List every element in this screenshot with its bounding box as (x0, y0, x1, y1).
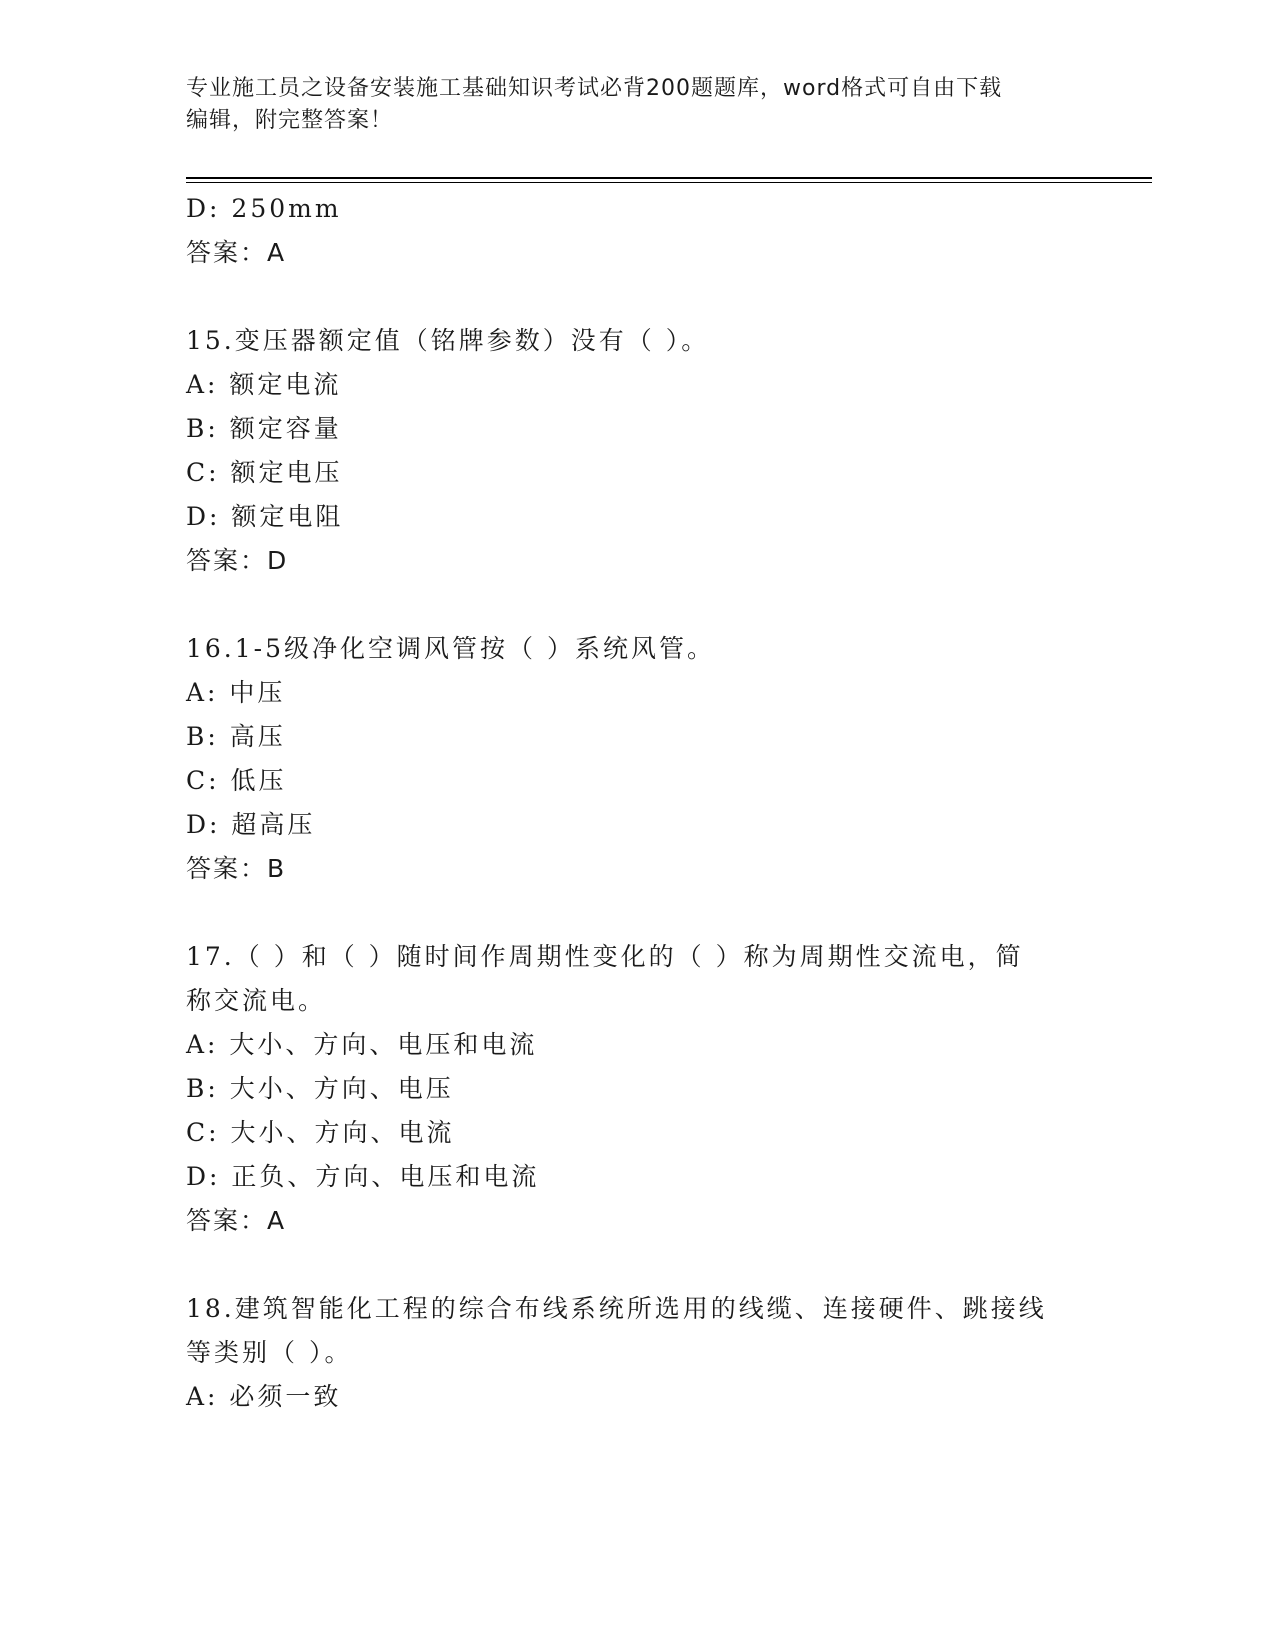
q14-option-d: D: 250mm (186, 194, 342, 223)
q15-option-b: B: 额定容量 (186, 414, 342, 443)
q16-option-b: B: 高压 (186, 722, 286, 751)
q15-option-c: C: 额定电压 (186, 458, 343, 487)
q17-option-b: B: 大小、方向、电压 (186, 1074, 454, 1103)
q15-option-a: A: 额定电流 (186, 370, 342, 399)
q15-option-d: D: 额定电阻 (186, 502, 344, 531)
q18-option-a: A: 必须一致 (186, 1382, 342, 1411)
document-header-line-1: 专业施工员之设备安装施工基础知识考试必背200题题库，word格式可自由下载 (186, 76, 1003, 101)
q18-stem-line-2: 等类别（ ）。 (186, 1338, 353, 1367)
q15-answer: 答案：D (186, 546, 289, 575)
q17-option-d: D: 正负、方向、电压和电流 (186, 1162, 540, 1191)
q17-option-a: A: 大小、方向、电压和电流 (186, 1030, 538, 1059)
document-page (186, 0, 1152, 1650)
q16-option-a: A: 中压 (186, 678, 286, 707)
q16-option-d: D: 超高压 (186, 810, 316, 839)
header-divider-thick (186, 177, 1152, 179)
q16-stem: 16.1-5级净化空调风管按（ ）系统风管。 (186, 634, 715, 663)
q16-answer: 答案：B (186, 854, 287, 883)
q17-stem-line-1: 17.（ ）和（ ）随时间作周期性变化的（ ）称为周期性交流电，简 (186, 942, 1024, 971)
q18-stem-line-1: 18.建筑智能化工程的综合布线系统所选用的线缆、连接硬件、跳接线 (186, 1294, 1047, 1323)
q14-answer: 答案：A (186, 238, 287, 267)
q15-stem: 15.变压器额定值（铭牌参数）没有（ ）。 (186, 326, 710, 355)
document-header-line-2: 编辑，附完整答案！ (186, 108, 394, 133)
q16-option-c: C: 低压 (186, 766, 287, 795)
header-divider-thin (186, 182, 1152, 183)
q17-option-c: C: 大小、方向、电流 (186, 1118, 455, 1147)
q17-stem-line-2: 称交流电。 (186, 986, 327, 1015)
q17-answer: 答案：A (186, 1206, 287, 1235)
